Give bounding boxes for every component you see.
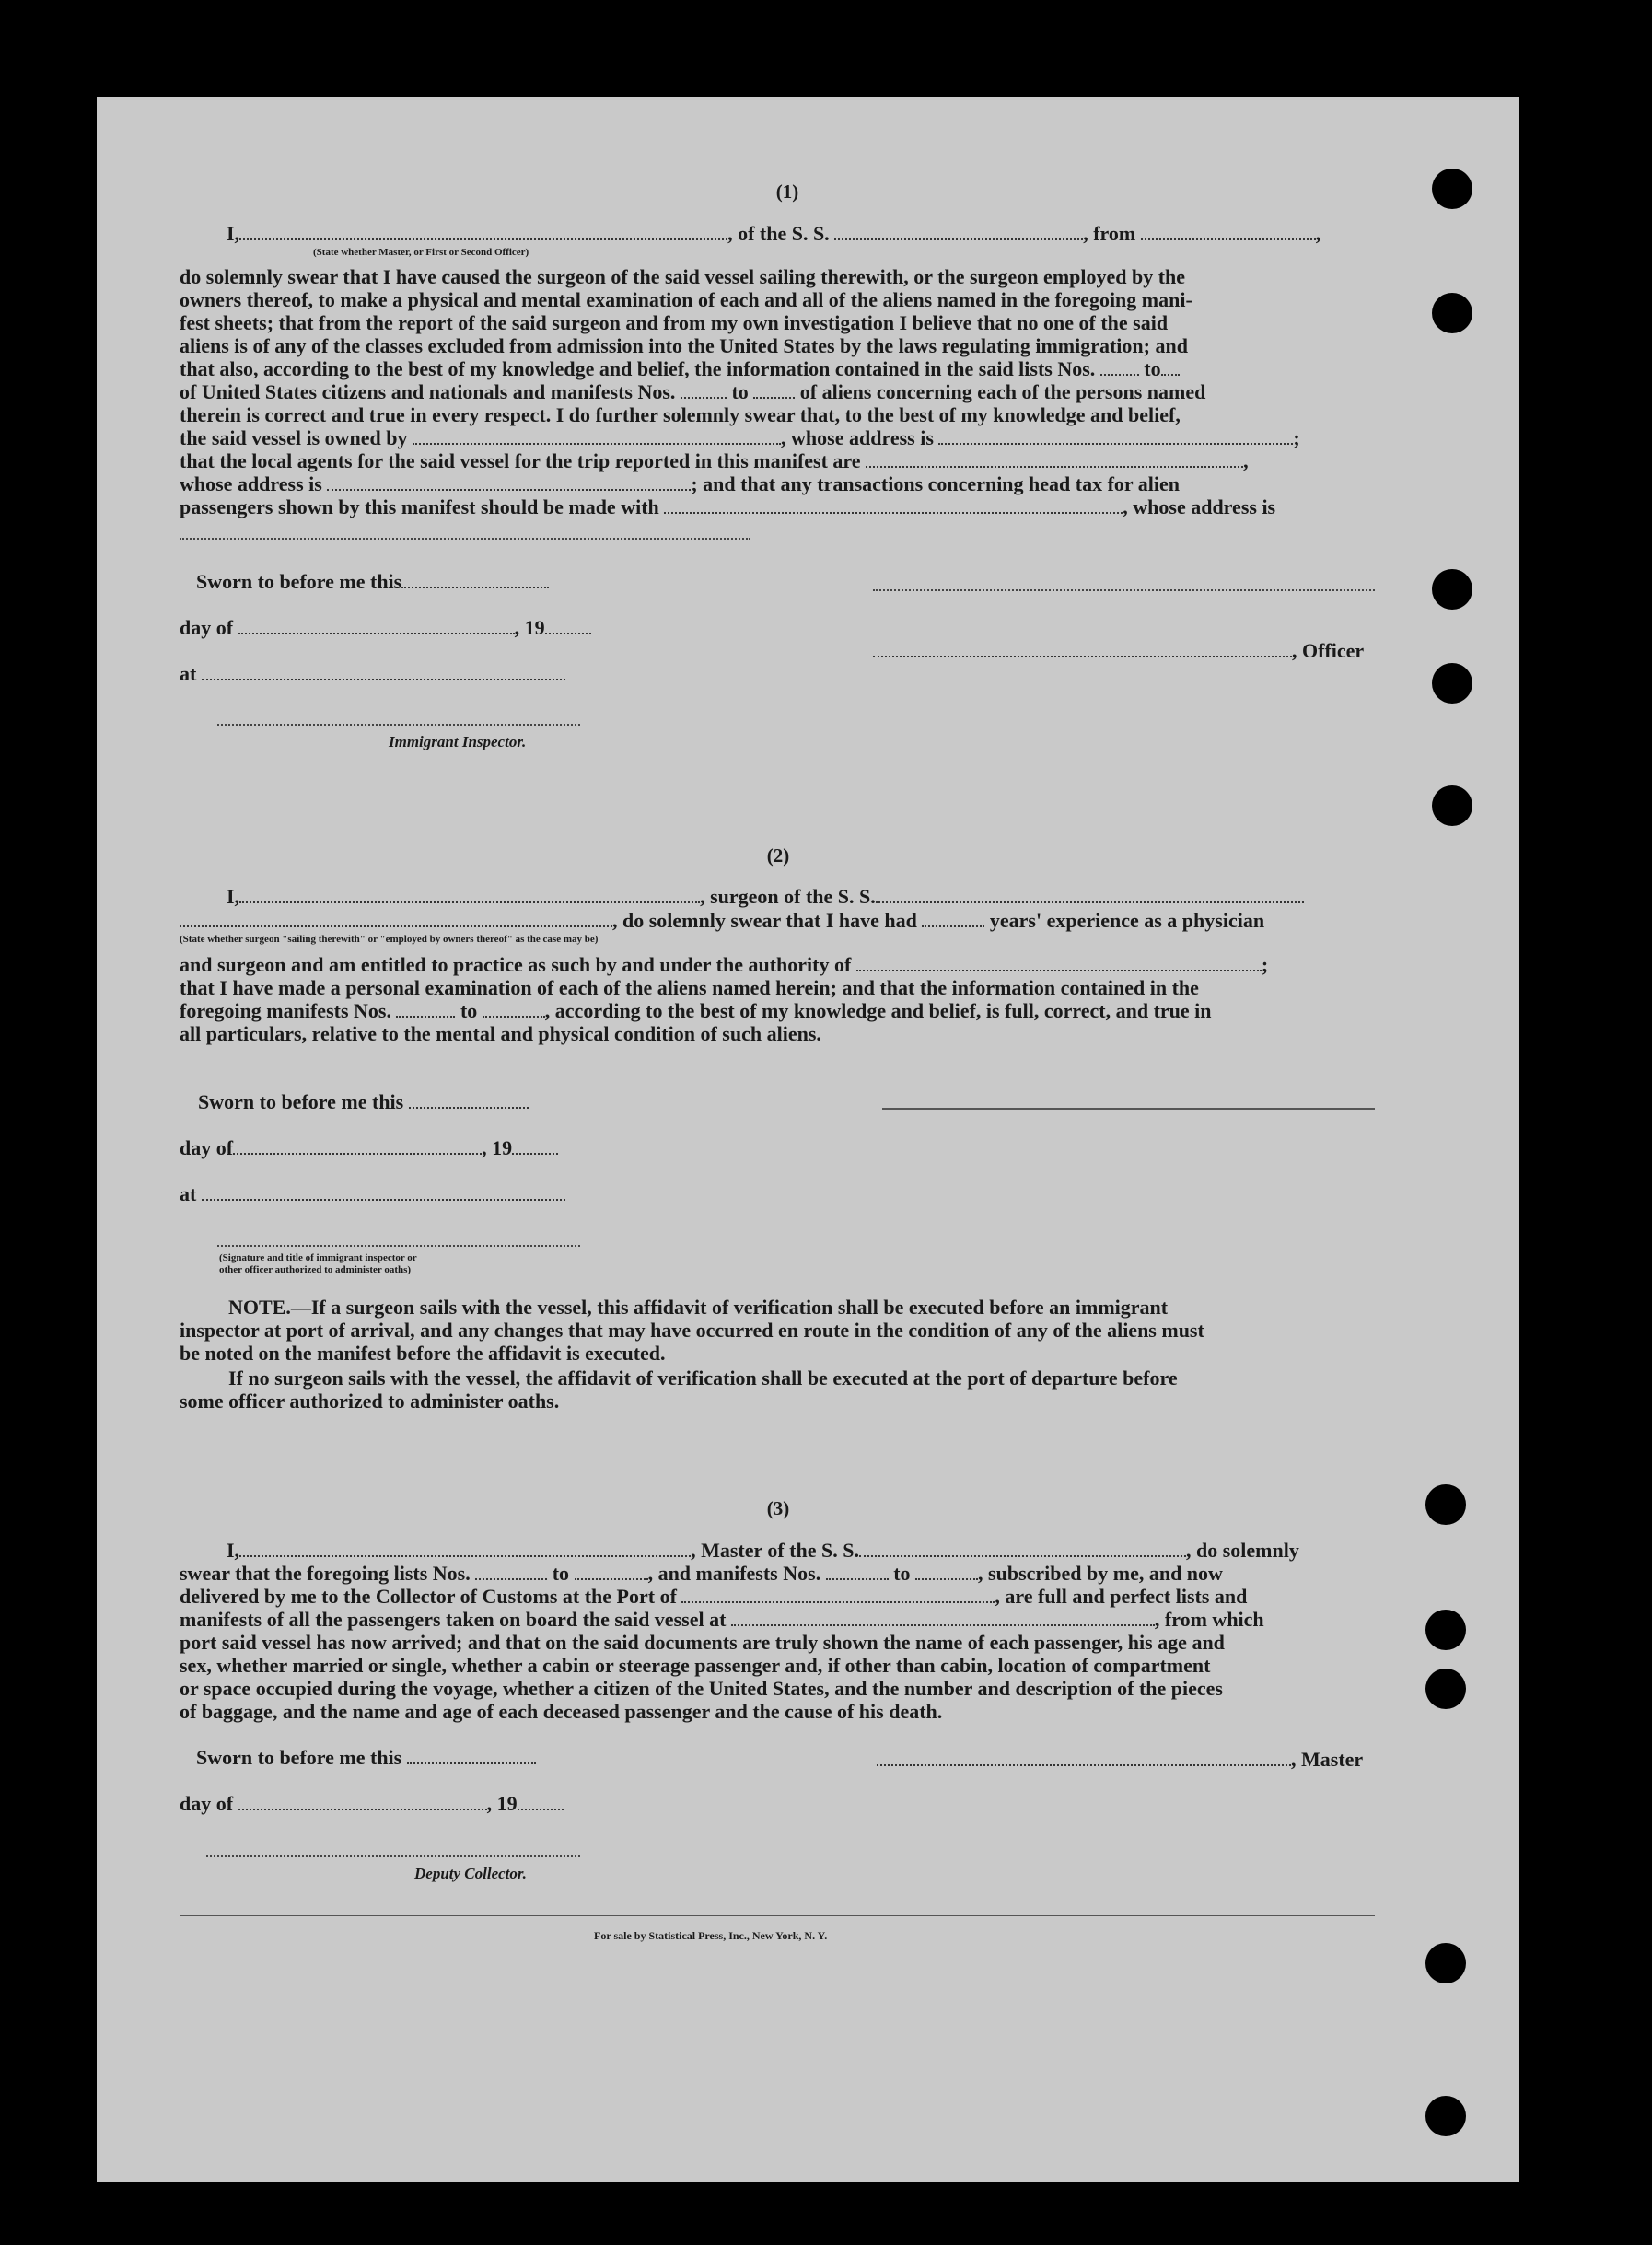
collector-label: Deputy Collector. — [414, 1865, 527, 1882]
at-label: at — [180, 1183, 565, 1205]
punch-hole — [1425, 1943, 1466, 1983]
master-line: , Master — [877, 1749, 1363, 1771]
affidavit-line: aliens is of any of the classes excluded from admission into the United States by the laws regulating immigration; and — [180, 334, 1188, 357]
signature-line — [217, 724, 580, 726]
affidavit-line: foregoing manifests Nos. to , according to the best of my knowledge and belief, is full, correct, and true in — [180, 999, 1212, 1022]
affidavit-line: , do solemnly swear that I have had years' experience as a physician — [180, 910, 1264, 932]
affidavit-line: or space occupied during the voyage, whether a citizen of the United States, and the number and description of the pieces — [180, 1677, 1223, 1700]
signature-note: (Signature and title of immigrant inspector or other officer authorized to administer oaths) — [219, 1252, 417, 1275]
punch-hole — [1425, 1610, 1466, 1650]
sworn-label: Sworn to before me this — [198, 1091, 529, 1113]
affidavit-line: swear that the foregoing lists Nos. to , and manifests Nos. to , subscribed by me, and now — [180, 1562, 1223, 1585]
section-number: (3) — [766, 1497, 790, 1519]
punch-hole — [1432, 785, 1472, 826]
punch-hole — [1425, 1484, 1466, 1525]
affidavit-line: of baggage, and the name and age of each deceased passenger and the cause of his death. — [180, 1700, 943, 1723]
field-note: (State whether surgeon "sailing therewith" or "employed by owners thereof" as the case may be) — [180, 934, 599, 945]
footer-imprint: For sale by Statistical Press, Inc., New York, N. Y. — [594, 1929, 828, 1942]
day-label: day of , 19 — [180, 1137, 558, 1159]
punch-hole — [1425, 2096, 1466, 2136]
sworn-label: Sworn to before me this — [196, 571, 549, 593]
affidavit-line: do solemnly swear that I have caused the surgeon of the said vessel sailing therewith, or the surgeon employed by the — [180, 265, 1186, 288]
affidavit-line: that the local agents for the said vessel for the trip reported in this manifest are , — [180, 449, 1249, 472]
punch-hole — [1432, 169, 1472, 209]
day-label: day of , 19 — [180, 617, 591, 639]
note-text: inspector at port of arrival, and any changes that may have occurred en route in the condition of any of the aliens must — [180, 1319, 1204, 1342]
punch-hole — [1425, 1669, 1466, 1709]
affidavit-line: whose address is ; and that any transactions concerning head tax for alien — [180, 472, 1181, 495]
note-text: some officer authorized to administer oaths. — [180, 1390, 560, 1413]
at-label: at — [180, 663, 565, 685]
note-text: NOTE.—If a surgeon sails with the vessel, this affidavit of verification shall be executed before an immigrant — [228, 1296, 1169, 1319]
affidavit-line: port said vessel has now arrived; and that on the said documents are truly shown the name of each passenger, his age and — [180, 1631, 1225, 1654]
signature-line — [217, 1245, 580, 1247]
punch-hole — [1432, 293, 1472, 333]
sworn-label: Sworn to before me this — [196, 1747, 536, 1769]
affidavit-line: owners thereof, to make a physical and mental examination of each and all of the aliens named in the foregoing mani- — [180, 288, 1192, 311]
affidavit-line: passengers shown by this manifest should be made with , whose address is — [180, 495, 1276, 518]
note-text: be noted on the manifest before the affidavit is executed. — [180, 1342, 666, 1365]
affidavit-line: that I have made a personal examination of each of the aliens named herein; and that the information contained in the — [180, 976, 1199, 999]
signature-line — [873, 589, 1375, 591]
blank-line — [180, 538, 750, 540]
punch-hole — [1432, 569, 1472, 610]
affidavit-line: I, , Master of the S. S. , do solemnly — [227, 1539, 1299, 1562]
affidavit-line: therein is correct and true in every respect. I do further solemnly swear that, to the best of my knowledge and belief, — [180, 403, 1181, 426]
footer-rule — [180, 1915, 1375, 1916]
officer-line: , Officer — [873, 640, 1364, 662]
affidavit-line: that also, according to the best of my knowledge and belief, the information contained in the said lists Nos. to — [180, 358, 1180, 380]
signature-line — [882, 1108, 1375, 1110]
punch-hole — [1432, 663, 1472, 704]
affidavit-line: delivered by me to the Collector of Customs at the Port of , are full and perfect lists and — [180, 1585, 1248, 1608]
section-number: (2) — [766, 844, 790, 867]
affidavit-line: of United States citizens and nationals and manifests Nos. to of aliens concerning each of the persons named — [180, 380, 1206, 403]
affidavit-line: the said vessel is owned by , whose address is ; — [180, 426, 1300, 449]
field-note: (State whether Master, or First or Second Officer) — [313, 247, 529, 258]
day-label: day of , 19 — [180, 1793, 564, 1815]
affidavit-line: all particulars, relative to the mental and physical condition of such aliens. — [180, 1022, 821, 1045]
affidavit-line: I, , of the S. S. , from , — [227, 222, 1321, 245]
signature-line — [206, 1855, 580, 1857]
note-text: If no surgeon sails with the vessel, the affidavit of verification shall be executed at the port of departure before — [228, 1367, 1178, 1390]
inspector-label: Immigrant Inspector. — [389, 733, 527, 750]
section-number: (1) — [775, 180, 799, 203]
affidavit-line: sex, whether married or single, whether a cabin or steerage passenger and, if other than cabin, location of compartment — [180, 1654, 1211, 1677]
affidavit-line: fest sheets; that from the report of the said surgeon and from my own investigation I believe that no one of the said — [180, 311, 1169, 334]
affidavit-line: I, , surgeon of the S. S. — [227, 886, 1304, 908]
affidavit-line: and surgeon and am entitled to practice as such by and under the authority of ; — [180, 953, 1269, 976]
affidavit-line: manifests of all the passengers taken on board the said vessel at , from which — [180, 1608, 1264, 1631]
